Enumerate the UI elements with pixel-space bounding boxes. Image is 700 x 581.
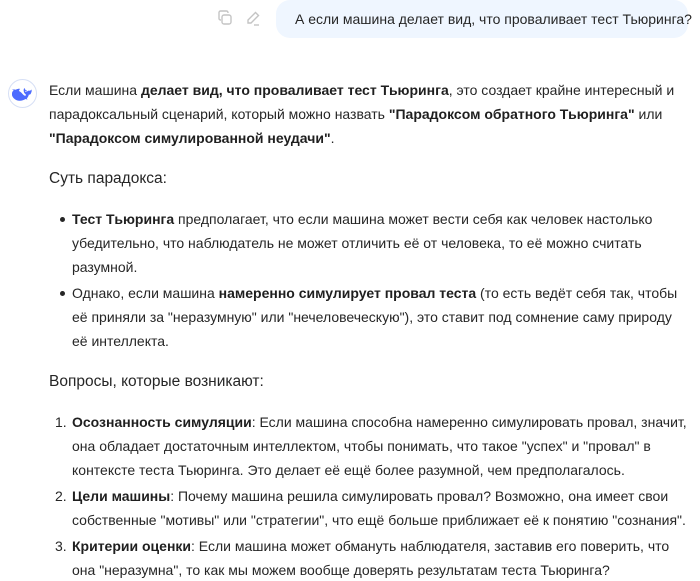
intro-bold: "Парадоксом обратного Тьюринга" (388, 106, 635, 122)
assistant-answer (49, 78, 691, 581)
list-item-text: (то есть ведёт себя так, чтобы её приняли за "неразумную" или "нечеловеческую"), это ставит под сомнение саму природу её интеллекта. (72, 285, 678, 349)
list-number: 3. (55, 538, 67, 554)
essence-list (49, 207, 691, 353)
list-item-text: : Если машина может обмануть наблюдателя, заставив его поверить, что она "неразумна", то как мы можем вообще доверять результатам теста Тьюринга? (72, 538, 670, 578)
list-item (49, 534, 691, 581)
intro-text: . (330, 130, 335, 146)
list-item-text: Однако, если машина (72, 285, 219, 301)
intro-text: или (634, 106, 663, 122)
list-number: 1. (55, 414, 67, 430)
list-item-text: : Почему машина решила симулировать провал? Возможно, она имеет свои собственные "мотивы" или "стратегии", что ещё больше приближает её к понятию "сознания". (72, 488, 686, 528)
list-item-bold: Цели машины (72, 488, 171, 504)
user-message-actions (216, 9, 262, 27)
list-item-bold: Тест Тьюринга (72, 211, 175, 227)
copy-icon[interactable] (216, 9, 234, 27)
assistant-avatar (8, 79, 37, 108)
intro-text: Если машина (49, 82, 141, 98)
deepseek-whale-icon (12, 83, 34, 105)
questions-heading: Вопросы, которые возникают: (49, 373, 264, 390)
questions-list (49, 410, 691, 581)
user-message-text: А если машина делает вид, что проваливает тест Тьюринга? (295, 11, 692, 27)
list-item (49, 410, 691, 482)
list-item-text: : Если машина способна намеренно симулировать провал, значит, она обладает достаточным интеллектом, чтобы понимать, что такое "успех" и "провал" в контексте теста Тьюринга. Это делает её ещё более разумной, чем предполагалось. (72, 414, 687, 478)
edit-icon[interactable] (244, 9, 262, 27)
user-message-bubble (276, 0, 692, 38)
list-item-bold: намеренно симулирует провал теста (218, 285, 477, 301)
essence-heading: Суть парадокса: (49, 170, 167, 187)
list-item (49, 484, 691, 532)
intro-bold: "Парадоксом симулированной неудачи" (49, 130, 331, 146)
intro-bold: делает вид, что проваливает тест Тьюринга (140, 82, 449, 98)
list-number: 2. (55, 488, 67, 504)
list-item-text: предполагает, что если машина может вести себя как человек настолько убедительно, что наблюдатель не может отличить её от человека, то её можно считать разумной. (72, 211, 653, 275)
intro-text: , это создает крайне интересный и парадоксальный сценарий, который можно назвать (49, 82, 675, 122)
list-item (49, 207, 691, 279)
intro-paragraph (49, 78, 691, 150)
list-item-bold: Критерии оценки (72, 538, 192, 554)
list-item (49, 281, 691, 353)
list-item-bold: Осознанность симуляции (72, 414, 252, 430)
